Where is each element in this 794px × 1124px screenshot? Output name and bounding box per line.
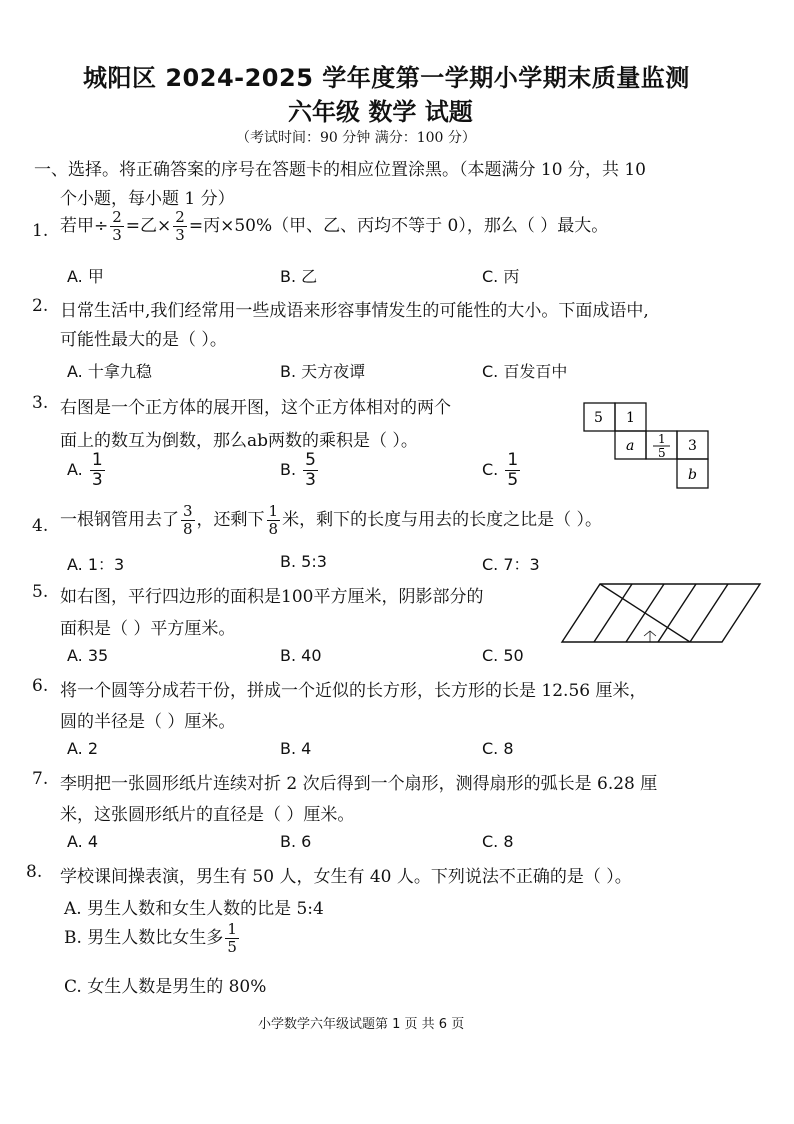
q1-option-c: C. 丙 (482, 267, 520, 286)
q1-option-b: B. 乙 (280, 267, 318, 286)
q1-pre: 若甲÷ (60, 216, 109, 236)
q6-option-b: B. 4 (280, 739, 312, 758)
q2-option-c: C. 百发百中 (482, 362, 568, 381)
q3-number: 3. (32, 393, 49, 413)
section-heading: 一、选择。将正确答案的序号在答题卡的相应位置涂黑。（本题满分 10 分，共 10 (34, 160, 646, 180)
q3-line1: 右图是一个正方体的展开图，这个正方体相对的两个 (60, 398, 451, 418)
q7-option-c: C. 8 (482, 832, 514, 851)
net-cell-frac-num: 1 (658, 432, 666, 446)
q7-option-a: A. 4 (67, 832, 99, 851)
q6-line2: 圆的半径是（ ）厘米。 (60, 712, 236, 732)
q1-number: 1. (32, 221, 49, 241)
q1-mid: =乙× (125, 216, 172, 236)
q5-option-c: C. 50 (482, 646, 524, 665)
q3-option-a: A. $\frac{1}{3}$ (67, 450, 103, 490)
q4-option-a: A. 1：3 (67, 555, 125, 574)
q2-number: 2. (32, 296, 49, 316)
q6-option-a: A. 2 (67, 739, 99, 758)
q1-fraction-1: $\frac{2}{3}$ (112, 208, 122, 244)
q7-number: 7. (32, 769, 49, 789)
parallelogram-figure (558, 580, 764, 648)
q4-stem: 一根钢管用去了 $\frac{3}{8}$ ，还剩下 $\frac{1}{8}$ 米，剩下的长度与用去的长度之比是（ ）。 (60, 502, 602, 538)
net-cell-a: a (626, 438, 635, 454)
section-heading-cont: 个小题，每小题 1 分） (60, 189, 235, 209)
q5-line1: 如右图，平行四边形的面积是100平方厘米，阴影部分的 (60, 587, 484, 607)
net-cell-frac-den: 5 (658, 446, 666, 460)
net-cell-1: 1 (626, 410, 635, 426)
exam-subtitle: 六年级 数学 试题 (288, 98, 473, 126)
q1-fraction-2: $\frac{2}{3}$ (175, 208, 185, 244)
q5-number: 5. (32, 582, 49, 602)
q6-option-c: C. 8 (482, 739, 514, 758)
q7-line1: 李明把一张圆形纸片连续对折 2 次后得到一个扇形，测得扇形的弧长是 6.28 厘 (60, 774, 658, 794)
q8-option-b-fraction: $\frac{1}{5}$ (227, 920, 237, 956)
q8-option-c: C. 女生人数是男生的 80% (64, 977, 267, 997)
q8-option-a: A. 男生人数和女生人数的比是 5:4 (64, 899, 324, 919)
q6-line1: 将一个圆等分成若干份，拼成一个近似的长方形，长方形的长是 12.56 厘米， (60, 681, 647, 701)
exam-title: 城阳区 2024-2025 学年度第一学期小学期末质量监测 (83, 64, 690, 92)
q8-number: 8. (26, 862, 43, 882)
q2-line1: 日常生活中,我们经常用一些成语来形容事情发生的可能性的大小。下面成语中, (60, 301, 649, 321)
q8-option-b: B. 男生人数比女生多 $\frac{1}{5}$ (64, 920, 237, 956)
q4-number: 4. (32, 516, 49, 536)
exam-info: （考试时间：90 分钟 满分：100 分） (236, 130, 476, 146)
q8-line1: 学校课间操表演，男生有 50 人，女生有 40 人。下列说法不正确的是（ ）。 (60, 867, 632, 887)
q5-line2: 面积是（ ）平方厘米。 (60, 619, 236, 639)
q4-option-c: C. 7：3 (482, 555, 540, 574)
q3-option-c: C. $\frac{1}{5}$ (482, 450, 519, 490)
q4-fraction-1: $\frac{3}{8}$ (183, 502, 193, 538)
q4-option-b: B. 5:3 (280, 552, 327, 571)
net-cell-3: 3 (688, 438, 697, 454)
q2-line2: 可能性最大的是（ ）。 (60, 330, 227, 350)
q6-number: 6. (32, 676, 49, 696)
q7-option-b: B. 6 (280, 832, 312, 851)
q3-option-b: B. $\frac{5}{3}$ (280, 450, 316, 490)
q4-fraction-2: $\frac{1}{8}$ (268, 502, 279, 538)
cube-net-figure (578, 398, 718, 498)
q5-option-a: A. 35 (67, 646, 109, 665)
q2-option-a: A. 十拿九稳 (67, 362, 152, 381)
q1-stem (60, 210, 608, 243)
q7-line2: 米，这张圆形纸片的直径是（ ）厘米。 (60, 805, 355, 825)
q3-line2: 面上的数互为倒数，那么ab两数的乘积是（ ）。 (60, 431, 418, 451)
q1-option-a: A. 甲 (67, 267, 104, 286)
q2-option-b: B. 天方夜谭 (280, 362, 366, 381)
q5-option-b: B. 40 (280, 646, 322, 665)
net-cell-5: 5 (594, 410, 603, 426)
net-cell-b: b (688, 467, 697, 483)
q1-post: =丙×50%（甲、乙、丙均不等于 0），那么（ ）最大。 (188, 216, 609, 236)
page-footer: 小学数学六年级试题第 1 页 共 6 页 (258, 1017, 465, 1032)
